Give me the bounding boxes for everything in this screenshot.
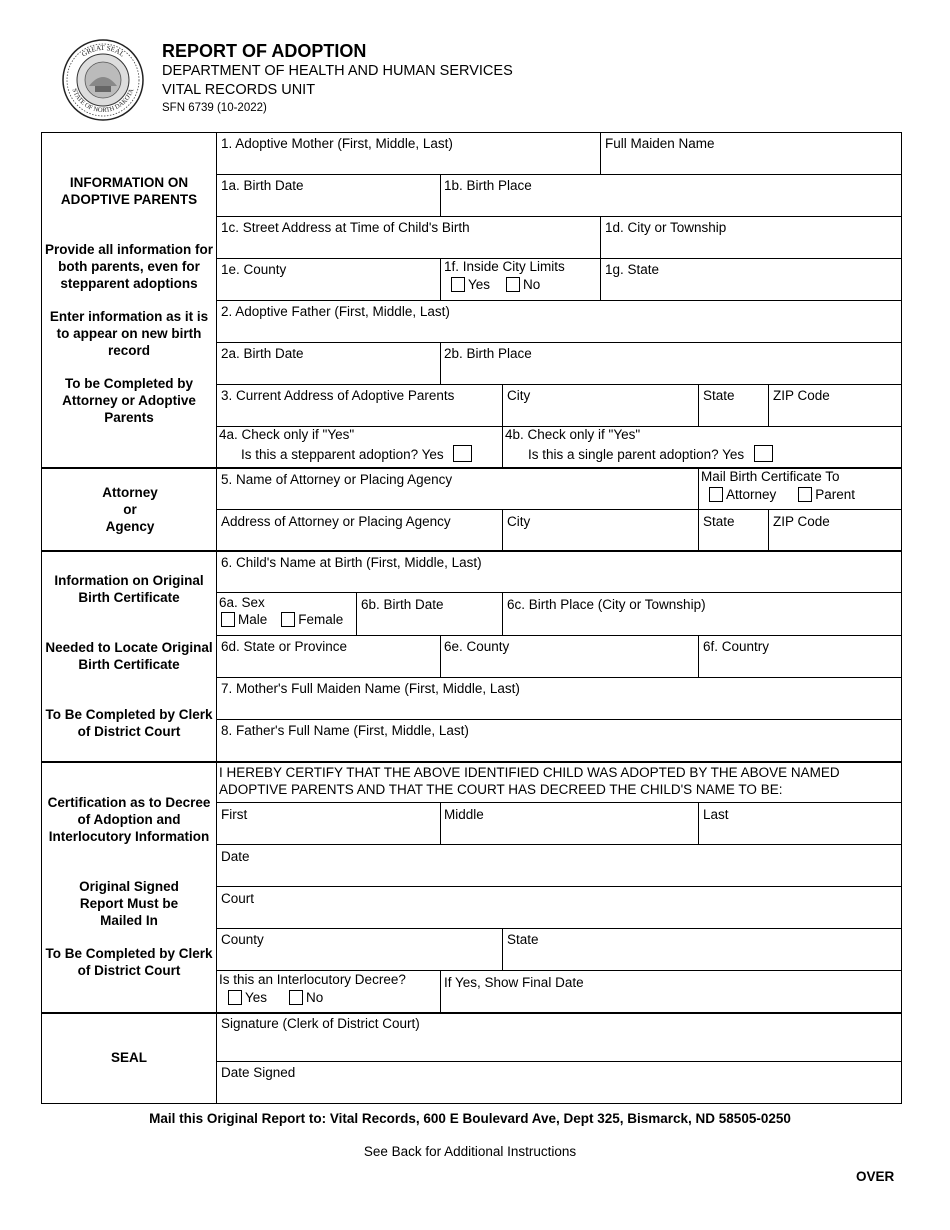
- stepparent-yes-checkbox[interactable]: [453, 445, 472, 462]
- parents-heading: INFORMATION ON ADOPTIVE PARENTS: [60, 175, 198, 207]
- mother-birth-date-field[interactable]: 1a. Birth Date: [221, 178, 304, 193]
- certification-text-1: I HEREBY CERTIFY THAT THE ABOVE IDENTIFIED CHILD WAS ADOPTED BY THE ABOVE NAMED: [219, 765, 840, 780]
- mail-parent-checkbox[interactable]: [798, 487, 812, 502]
- mail-certificate-options: Attorney Parent: [709, 487, 855, 503]
- clerk-signature-field[interactable]: Signature (Clerk of District Court): [221, 1016, 420, 1031]
- country-field[interactable]: 6f. Country: [703, 639, 770, 654]
- date-signed-field[interactable]: Date Signed: [221, 1065, 296, 1080]
- father-full-name-field[interactable]: 8. Father's Full Name (First, Middle, Last): [221, 723, 469, 738]
- decreed-first-name-field[interactable]: First: [221, 807, 248, 822]
- stepparent-label: 4a. Check only if "Yes": [219, 427, 355, 442]
- court-county-field[interactable]: County: [221, 932, 264, 947]
- decreed-middle-name-field[interactable]: Middle: [444, 807, 484, 822]
- father-birth-place-field[interactable]: 2b. Birth Place: [444, 346, 532, 361]
- child-name-field[interactable]: 6. Child's Name at Birth (First, Middle, Last): [221, 555, 482, 570]
- mail-certificate-label: Mail Birth Certificate To: [701, 469, 840, 484]
- current-address-field[interactable]: 3. Current Address of Adoptive Parents: [221, 388, 455, 403]
- side-divider: [216, 132, 217, 1104]
- maiden-name-field[interactable]: Full Maiden Name: [605, 136, 715, 151]
- over-note: OVER: [856, 1169, 895, 1184]
- certification-completed-by: To Be Completed by Clerk of District Court: [45, 946, 213, 978]
- stepparent-question: Is this a stepparent adoption? Yes: [241, 445, 475, 463]
- mother-maiden-name-field[interactable]: 7. Mother's Full Maiden Name (First, Middle, Last): [221, 681, 520, 696]
- sex-male-checkbox[interactable]: [221, 612, 235, 627]
- state-field[interactable]: 1g. State: [605, 262, 660, 277]
- department-name: DEPARTMENT OF HEALTH AND HUMAN SERVICES: [162, 63, 513, 79]
- court-field[interactable]: Court: [221, 891, 255, 906]
- svg-text:GREAT SEAL: GREAT SEAL: [80, 43, 126, 59]
- city-township-field[interactable]: 1d. City or Township: [605, 220, 727, 235]
- svg-text:STATE OF NORTH DAKOTA: STATE OF NORTH DAKOTA: [70, 87, 136, 115]
- current-city-field[interactable]: City: [507, 388, 531, 403]
- certification-mail-note: Original Signed Report Must be Mailed In: [79, 879, 179, 928]
- state-seal-icon: [61, 38, 145, 122]
- inside-city-no-checkbox[interactable]: [506, 277, 520, 292]
- adoptive-father-field[interactable]: 2. Adoptive Father (First, Middle, Last): [221, 304, 450, 319]
- adoptive-mother-field[interactable]: 1. Adoptive Mother (First, Middle, Last): [221, 136, 453, 151]
- parents-record-note: Enter information as it is to appear on new birth record: [49, 309, 209, 358]
- see-back-note: See Back for Additional Instructions: [363, 1144, 577, 1159]
- unit-name: VITAL RECORDS UNIT: [162, 82, 316, 98]
- certification-heading: Certification as to Decree of Adoption and Interlocutory Information: [47, 795, 211, 844]
- child-birth-date-field[interactable]: 6b. Birth Date: [361, 597, 444, 612]
- single-parent-label: 4b. Check only if "Yes": [505, 427, 641, 442]
- decreed-last-name-field[interactable]: Last: [703, 807, 729, 822]
- interlocutory-yes-checkbox[interactable]: [228, 990, 242, 1005]
- agency-state-field[interactable]: State: [703, 514, 735, 529]
- sex-label: 6a. Sex: [219, 595, 265, 610]
- inside-city-limits-label: 1f. Inside City Limits: [444, 259, 565, 274]
- father-birth-date-field[interactable]: 2a. Birth Date: [221, 346, 304, 361]
- parents-instruction: Provide all information for both parents, even for stepparent adoptions: [44, 242, 214, 291]
- mail-instructions: Mail this Original Report to: Vital Records, 600 E Boulevard Ave, Dept 325, Bismarck, ND 58505-0250: [149, 1111, 791, 1126]
- certification-text-2: ADOPTIVE PARENTS AND THAT THE COURT HAS DECREED THE CHILD'S NAME TO BE:: [219, 782, 783, 797]
- form-title: REPORT OF ADOPTION: [162, 41, 367, 61]
- sex-female-checkbox[interactable]: [281, 612, 295, 627]
- interlocutory-no-checkbox[interactable]: [289, 990, 303, 1005]
- county-field[interactable]: 1e. County: [221, 262, 287, 277]
- seal-heading: SEAL: [110, 1050, 147, 1065]
- form-header: [162, 40, 513, 116]
- original-locate-note: Needed to Locate Original Birth Certificate: [45, 640, 213, 672]
- form-number: SFN 6739 (10-2022): [162, 102, 267, 114]
- interlocutory-label: Is this an Interlocutory Decree?: [219, 972, 406, 987]
- original-heading: Information on Original Birth Certificate: [54, 573, 204, 605]
- sex-options: Male Female: [221, 612, 343, 628]
- agency-zip-field[interactable]: ZIP Code: [773, 514, 830, 529]
- attorney-name-field[interactable]: 5. Name of Attorney or Placing Agency: [221, 472, 453, 487]
- inside-city-yes-checkbox[interactable]: [451, 277, 465, 292]
- mail-attorney-checkbox[interactable]: [709, 487, 723, 502]
- agency-city-field[interactable]: City: [507, 514, 531, 529]
- final-date-field[interactable]: If Yes, Show Final Date: [444, 975, 584, 990]
- child-county-field[interactable]: 6e. County: [444, 639, 510, 654]
- court-state-field[interactable]: State: [507, 932, 539, 947]
- mother-birth-place-field[interactable]: 1b. Birth Place: [444, 178, 532, 193]
- current-zip-field[interactable]: ZIP Code: [773, 388, 830, 403]
- agency-address-field[interactable]: Address of Attorney or Placing Agency: [221, 514, 451, 529]
- interlocutory-options: Yes No: [228, 990, 323, 1006]
- original-completed-by: To Be Completed by Clerk of District Court: [45, 707, 213, 739]
- street-address-field[interactable]: 1c. Street Address at Time of Child's Birth: [221, 220, 470, 235]
- decree-date-field[interactable]: Date: [221, 849, 250, 864]
- current-state-field[interactable]: State: [703, 388, 735, 403]
- attorney-heading: Attorney or Agency: [102, 485, 158, 534]
- single-parent-question: Is this a single parent adoption? Yes: [528, 445, 776, 463]
- child-birth-place-field[interactable]: 6c. Birth Place (City or Township): [507, 597, 706, 612]
- parents-completed-by: To be Completed by Attorney or Adoptive Parents: [62, 376, 196, 425]
- single-parent-yes-checkbox[interactable]: [754, 445, 773, 462]
- inside-city-limits-options: Yes No: [451, 277, 540, 293]
- state-province-field[interactable]: 6d. State or Province: [221, 639, 348, 654]
